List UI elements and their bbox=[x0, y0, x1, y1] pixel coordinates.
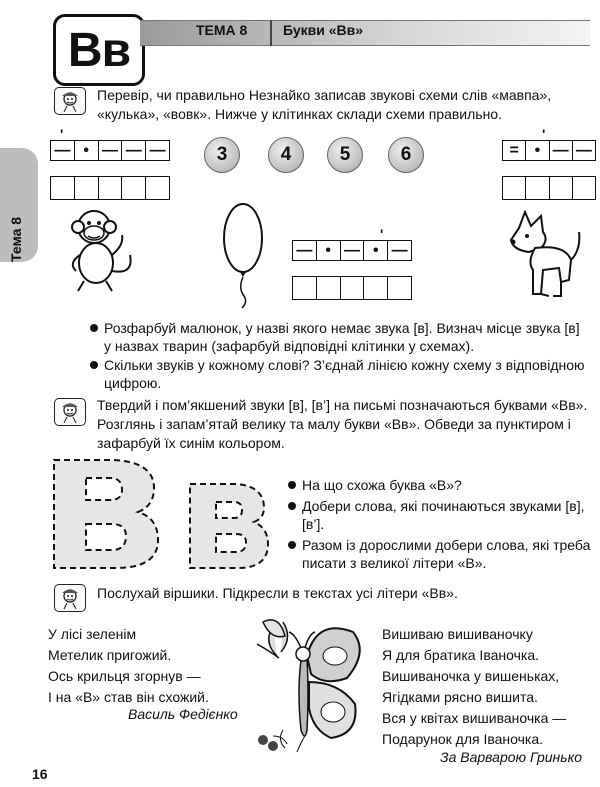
scheme-cell: • bbox=[75, 141, 99, 160]
number-circle-5: 5 bbox=[327, 137, 363, 173]
topic-divider bbox=[270, 20, 272, 46]
stress-mark-3: ' bbox=[542, 126, 546, 142]
wolf-illustration bbox=[505, 210, 585, 305]
poem-line: Ягідками рясно вишита. bbox=[382, 689, 538, 705]
number-circle-4: 4 bbox=[268, 137, 304, 173]
poem-line: У лісі зеленім bbox=[48, 626, 137, 642]
poem-line: Вся у квітах вишиваночка — bbox=[382, 710, 567, 726]
stress-mark-2: ' bbox=[380, 226, 384, 242]
monkey-illustration bbox=[60, 205, 140, 295]
task1-text: Перевір, чи правильно Незнайко записав звукові схеми слів «мавпа», «кулька», «вовк». Нижче у клітинках склади схеми правильно. bbox=[97, 87, 552, 122]
scheme-wolf bbox=[502, 140, 596, 161]
traceable-letters[interactable] bbox=[50, 456, 282, 572]
answer-cells-balloon[interactable] bbox=[292, 276, 412, 300]
bullet-item: Разом із дорослими добери слова, які треба писати з великої літери «В». bbox=[288, 536, 592, 572]
poem-line: Подарунок для Іваночка. bbox=[382, 731, 544, 747]
poem-2-author: За Варварою Гринько bbox=[440, 749, 582, 765]
number-circle-3: 3 bbox=[204, 137, 240, 173]
bullets-group-2 bbox=[288, 476, 592, 572]
scheme-cell: — bbox=[122, 141, 146, 160]
scheme-cell: — bbox=[341, 241, 365, 260]
task-character-icon bbox=[54, 398, 86, 426]
scheme-cell: = bbox=[503, 141, 526, 160]
poem-1-author: Василь Федієнко bbox=[128, 706, 238, 722]
scheme-cell: — bbox=[99, 141, 123, 160]
task-character-icon bbox=[54, 584, 86, 612]
task3-text: Послухай віршики. Підкресли в текстах усі літери «Вв». bbox=[97, 585, 458, 601]
scheme-cell: — bbox=[550, 141, 573, 160]
poem-line: Я для братика Іваночка. bbox=[382, 647, 540, 663]
poem-line: І на «В» став він схожий. bbox=[48, 689, 209, 705]
stress-mark-1: ' bbox=[60, 126, 64, 142]
balloon-illustration bbox=[218, 200, 268, 310]
scheme-cell: • bbox=[364, 241, 388, 260]
side-tab-label: Тема 8 bbox=[8, 216, 24, 262]
poem-2 bbox=[382, 624, 592, 750]
number-circle-6: 6 bbox=[388, 137, 424, 173]
scheme-cell: — bbox=[575, 141, 592, 159]
big-letter-box bbox=[53, 14, 145, 86]
task2-text: Твердий і пом’якшений звуки [в], [в’] на письмі позначаються буквами «Вв». Розглянь і запам’ятай велику та малу букви «Вв». Обведи за пунктиром і зафарбуй їх синім кольором. bbox=[97, 397, 588, 451]
page-number: 16 bbox=[32, 766, 48, 782]
answer-cells-monkey[interactable] bbox=[50, 176, 170, 200]
poem-1 bbox=[48, 624, 258, 708]
scheme-cell: — bbox=[293, 241, 317, 260]
topic-title: Букви «Вв» bbox=[283, 22, 364, 38]
bullets-group-1 bbox=[90, 319, 590, 392]
bullet-item: На що схожа буква «В»? bbox=[288, 476, 592, 494]
scheme-cell: — bbox=[51, 141, 75, 160]
butterfly-illustration bbox=[243, 612, 373, 756]
poem-line: Метелик пригожий. bbox=[48, 647, 172, 663]
topic-label: ТЕМА 8 bbox=[196, 22, 248, 38]
bullet-item: Добери слова, які починаються звуками [в], [в’]. bbox=[288, 497, 592, 533]
bullet-item: Скільки звуків у кожному слові? З’єднай лінією кожну схему з відповідною цифрою. bbox=[90, 356, 590, 392]
bullet-item: Розфарбуй малюнок, у назві якого немає звука [в]. Визнач місце звука [в] у назвах тварин (зафарбуй відповідні клітинки у схемах). bbox=[90, 319, 590, 355]
poem-line: Вишиваю вишиваночку bbox=[382, 626, 533, 642]
task-character-icon bbox=[54, 87, 86, 115]
poem-line: Вишиваночка у вишеньках, bbox=[382, 668, 560, 684]
answer-cells-wolf[interactable] bbox=[502, 176, 596, 200]
poem-line: Ось крильця згорнув — bbox=[48, 668, 201, 684]
scheme-cell: • bbox=[526, 141, 549, 160]
scheme-monkey bbox=[50, 140, 170, 161]
scheme-balloon bbox=[292, 240, 412, 261]
big-letter: Вв bbox=[67, 23, 131, 77]
scheme-cell: • bbox=[317, 241, 341, 260]
scheme-cell: — bbox=[149, 141, 166, 159]
scheme-cell: — bbox=[391, 241, 408, 259]
